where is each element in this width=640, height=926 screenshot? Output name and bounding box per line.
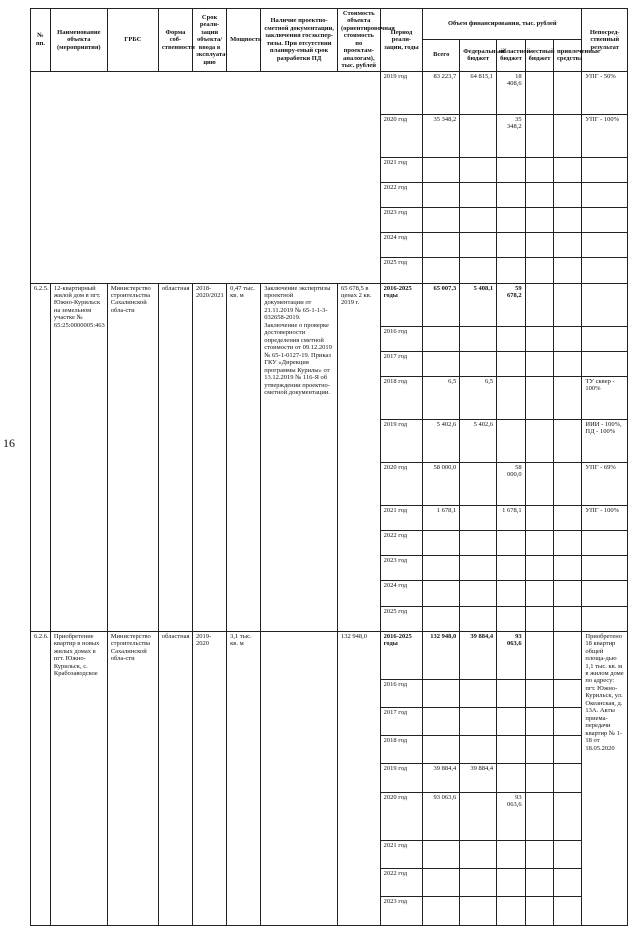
- header-term: Срок реали-зации объекта/ввода в эксплуата-цию: [193, 9, 227, 72]
- other-cell: [554, 283, 582, 326]
- total-cell: 1 678,1: [423, 506, 460, 531]
- item-ownership: областная: [158, 283, 192, 631]
- federal-cell: [460, 326, 497, 351]
- regional-cell: [497, 233, 525, 258]
- item-docs: Заключение экспертизы проектной документации от 21.11.2019 № 65-1-1-3-032658-2019. Заключение о проверке достоверности определения сметной стоимости от 09.12.2019 № 65-1-0127-19. Приказ ГКУ «Дирекция программы Курилы» от 13.12.2019 № 116-Я об утверждении проектно-сметной документации.: [261, 283, 338, 631]
- other-cell: [554, 556, 582, 581]
- federal-cell: 5 408,1: [460, 283, 497, 326]
- item-name: Приобретение квартир в новых жилых домах в пгт. Южно-Курильск, с. Крабозаводское: [50, 631, 107, 925]
- local-cell: [525, 283, 553, 326]
- regional-cell: [497, 708, 525, 736]
- result-cell: [582, 208, 628, 233]
- total-cell: 132 948,0: [423, 631, 460, 679]
- local-cell: [525, 506, 553, 531]
- item-grbs: Министерство строительства Сахалинской обла-сти: [107, 631, 158, 925]
- local-cell: [525, 351, 553, 376]
- total-cell: 83 223,7: [423, 71, 460, 114]
- period-cell: 2023 год: [380, 208, 423, 233]
- period-cell: 2024 год: [380, 233, 423, 258]
- other-cell: [554, 233, 582, 258]
- total-cell: [423, 708, 460, 736]
- header-total: Всего: [423, 39, 460, 71]
- local-cell: [525, 736, 553, 764]
- header-period: Период реали-зации, годы: [380, 9, 423, 72]
- local-cell: [525, 258, 553, 283]
- period-cell: 2016 год: [380, 326, 423, 351]
- header-grbs: ГРБС: [107, 9, 158, 72]
- table-body: [31, 71, 628, 925]
- period-cell: 2017 год: [380, 351, 423, 376]
- period-cell: 2020 год: [380, 462, 423, 505]
- regional-cell: [497, 258, 525, 283]
- program-table: [30, 8, 628, 926]
- regional-cell: [497, 897, 525, 926]
- result-cell: [582, 606, 628, 631]
- item-cost: 132 948,0: [337, 631, 380, 925]
- other-cell: [554, 114, 582, 157]
- total-cell: 5 402,6: [423, 419, 460, 462]
- period-cell: 2018 год: [380, 736, 423, 764]
- result-cell: УПГ - 100%: [582, 114, 628, 157]
- result-cell: [582, 283, 628, 326]
- period-cell: 2021 год: [380, 840, 423, 868]
- federal-cell: 39 884,4: [460, 764, 497, 792]
- table-row: [31, 631, 628, 679]
- federal-cell: [460, 531, 497, 556]
- regional-cell: [497, 679, 525, 707]
- header-local: местный бюджет: [525, 39, 553, 71]
- period-cell: 2017 год: [380, 708, 423, 736]
- regional-cell: 1 678,1: [497, 506, 525, 531]
- federal-cell: [460, 114, 497, 157]
- total-cell: 35 348,2: [423, 114, 460, 157]
- total-cell: [423, 897, 460, 926]
- header-federal: Федеральный бюджет: [460, 39, 497, 71]
- total-cell: [423, 258, 460, 283]
- other-cell: [554, 581, 582, 606]
- total-cell: [423, 326, 460, 351]
- item-cost: 65 678,5 в ценах 2 кв. 2019 г.: [337, 283, 380, 631]
- total-cell: [423, 679, 460, 707]
- local-cell: [525, 897, 553, 926]
- regional-cell: [497, 376, 525, 419]
- header-regional: областной бюджет: [497, 39, 525, 71]
- result-cell: ТУ сквер - 100%: [582, 376, 628, 419]
- result-cell: [582, 183, 628, 208]
- item-term: 2019-2020: [193, 631, 227, 925]
- regional-cell: [497, 764, 525, 792]
- result-cell: [582, 157, 628, 182]
- federal-cell: [460, 606, 497, 631]
- local-cell: [525, 114, 553, 157]
- period-cell: 2025 год: [380, 606, 423, 631]
- table-row: [31, 283, 628, 326]
- result-cell: [582, 581, 628, 606]
- total-cell: 65 007,3: [423, 283, 460, 326]
- other-cell: [554, 531, 582, 556]
- local-cell: [525, 326, 553, 351]
- total-cell: [423, 531, 460, 556]
- period-cell: 2016-2025 годы: [380, 283, 423, 326]
- federal-cell: [460, 708, 497, 736]
- total-cell: [423, 869, 460, 897]
- other-cell: [554, 419, 582, 462]
- period-cell: 2019 год: [380, 419, 423, 462]
- result-cell: ИИИ - 100%, ПД - 100%: [582, 419, 628, 462]
- result-cell: УПГ - 69%: [582, 462, 628, 505]
- total-cell: [423, 208, 460, 233]
- item-ownership: областная: [158, 631, 192, 925]
- total-cell: 93 063,6: [423, 792, 460, 840]
- total-cell: [423, 840, 460, 868]
- period-cell: 2016-2025 годы: [380, 631, 423, 679]
- federal-cell: [460, 157, 497, 182]
- page-number: 16: [3, 436, 15, 450]
- federal-cell: 6,5: [460, 376, 497, 419]
- period-cell: 2025 год: [380, 258, 423, 283]
- regional-cell: [497, 556, 525, 581]
- header-no: № пп.: [31, 9, 51, 72]
- local-cell: [525, 556, 553, 581]
- federal-cell: [460, 351, 497, 376]
- local-cell: [525, 157, 553, 182]
- other-cell: [554, 157, 582, 182]
- regional-cell: [497, 157, 525, 182]
- local-cell: [525, 531, 553, 556]
- other-cell: [554, 326, 582, 351]
- header-result: Непосред-ственный результат: [582, 9, 628, 72]
- other-cell: [554, 631, 582, 679]
- local-cell: [525, 840, 553, 868]
- header-funding-group: Объем финансирования, тыс. рублей: [423, 9, 582, 40]
- federal-cell: [460, 506, 497, 531]
- federal-cell: [460, 183, 497, 208]
- other-cell: [554, 869, 582, 897]
- other-cell: [554, 606, 582, 631]
- result-cell: УПГ - 50%: [582, 71, 628, 114]
- federal-cell: [460, 792, 497, 840]
- regional-cell: [497, 581, 525, 606]
- regional-cell: [497, 736, 525, 764]
- result-cell: [582, 258, 628, 283]
- period-cell: 2021 год: [380, 157, 423, 182]
- federal-cell: [460, 736, 497, 764]
- header-name: Наименование объекта (мероприятия): [50, 9, 107, 72]
- other-cell: [554, 897, 582, 926]
- federal-cell: 39 884,4: [460, 631, 497, 679]
- period-cell: 2016 год: [380, 679, 423, 707]
- table-header: [31, 9, 628, 72]
- period-cell: 2020 год: [380, 114, 423, 157]
- result-cell: Приобретено 18 квартир общей площа-дью 1,1 тыс. кв. м в жилом доме по адресу: пгт. Южно-Курильск, ул. Океанская, д. 13А. Акты приема-передачи квартир № 1-18 от 18.05.2020: [582, 631, 628, 925]
- other-cell: [554, 351, 582, 376]
- local-cell: [525, 208, 553, 233]
- result-cell: УПГ - 100%: [582, 506, 628, 531]
- header-ownership: Форма соб-ственности: [158, 9, 192, 72]
- local-cell: [525, 581, 553, 606]
- period-cell: 2023 год: [380, 556, 423, 581]
- item-number: 6.2.6.: [31, 631, 51, 925]
- federal-cell: [460, 897, 497, 926]
- header-capacity: Мощность: [227, 9, 261, 72]
- item-number: 6.2.5.: [31, 283, 51, 631]
- total-cell: [423, 581, 460, 606]
- result-cell: [582, 351, 628, 376]
- regional-cell: [497, 419, 525, 462]
- federal-cell: 64 815,1: [460, 71, 497, 114]
- regional-cell: [497, 840, 525, 868]
- period-cell: 2024 год: [380, 581, 423, 606]
- item-capacity: 0,47 тыс. кв. м: [227, 283, 261, 631]
- other-cell: [554, 71, 582, 114]
- item-term: 2018-2020/2021: [193, 283, 227, 631]
- local-cell: [525, 764, 553, 792]
- local-cell: [525, 708, 553, 736]
- federal-cell: [460, 869, 497, 897]
- other-cell: [554, 506, 582, 531]
- federal-cell: [460, 581, 497, 606]
- period-cell: 2020 год: [380, 792, 423, 840]
- item-name: 12-квартирный жилой дом в пгт. Южно-Курильск на земельном участке № 65:25:0000005:463: [50, 283, 107, 631]
- other-cell: [554, 183, 582, 208]
- other-cell: [554, 679, 582, 707]
- federal-cell: [460, 462, 497, 505]
- local-cell: [525, 71, 553, 114]
- total-cell: [423, 157, 460, 182]
- result-cell: [582, 326, 628, 351]
- continuation-cell: [31, 71, 381, 283]
- local-cell: [525, 792, 553, 840]
- total-cell: [423, 351, 460, 376]
- total-cell: 39 884,4: [423, 764, 460, 792]
- local-cell: [525, 631, 553, 679]
- local-cell: [525, 679, 553, 707]
- other-cell: [554, 462, 582, 505]
- other-cell: [554, 792, 582, 840]
- period-cell: 2022 год: [380, 183, 423, 208]
- total-cell: 58 000,0: [423, 462, 460, 505]
- table-row: [31, 71, 628, 114]
- regional-cell: 93 063,6: [497, 792, 525, 840]
- local-cell: [525, 376, 553, 419]
- local-cell: [525, 183, 553, 208]
- federal-cell: [460, 208, 497, 233]
- regional-cell: 58 000,0: [497, 462, 525, 505]
- federal-cell: [460, 679, 497, 707]
- result-cell: [582, 531, 628, 556]
- regional-cell: [497, 208, 525, 233]
- header-cost: Стоимость объекта (ориентировочная стоимость по проектам-аналогам), тыс. рублей: [337, 9, 380, 72]
- result-cell: [582, 233, 628, 258]
- total-cell: 6,5: [423, 376, 460, 419]
- period-cell: 2021 год: [380, 506, 423, 531]
- header-docs: Наличие проектно-сметной документации, заключения госэкспер-тизы. При отсутствии планиру-емый срок разработки ПД: [261, 9, 338, 72]
- other-cell: [554, 708, 582, 736]
- other-cell: [554, 736, 582, 764]
- header-other: привлеченные средства: [554, 39, 582, 71]
- period-cell: 2018 год: [380, 376, 423, 419]
- federal-cell: [460, 258, 497, 283]
- total-cell: [423, 736, 460, 764]
- federal-cell: 5 402,6: [460, 419, 497, 462]
- item-grbs: Министерство строительства Сахалинской обла-сти: [107, 283, 158, 631]
- federal-cell: [460, 556, 497, 581]
- local-cell: [525, 419, 553, 462]
- period-cell: 2019 год: [380, 764, 423, 792]
- regional-cell: 18 408,6: [497, 71, 525, 114]
- period-cell: 2022 год: [380, 869, 423, 897]
- item-docs: [261, 631, 338, 925]
- program-table-container: [30, 8, 628, 906]
- regional-cell: [497, 326, 525, 351]
- other-cell: [554, 208, 582, 233]
- regional-cell: 35 348,2: [497, 114, 525, 157]
- local-cell: [525, 462, 553, 505]
- total-cell: [423, 183, 460, 208]
- item-capacity: 3,1 тыс. кв. м: [227, 631, 261, 925]
- regional-cell: [497, 606, 525, 631]
- period-cell: 2022 год: [380, 531, 423, 556]
- regional-cell: [497, 531, 525, 556]
- local-cell: [525, 233, 553, 258]
- total-cell: [423, 606, 460, 631]
- federal-cell: [460, 233, 497, 258]
- regional-cell: 59 678,2: [497, 283, 525, 326]
- federal-cell: [460, 840, 497, 868]
- period-cell: 2023 год: [380, 897, 423, 926]
- regional-cell: [497, 351, 525, 376]
- period-cell: 2019 год: [380, 71, 423, 114]
- regional-cell: [497, 183, 525, 208]
- local-cell: [525, 869, 553, 897]
- other-cell: [554, 840, 582, 868]
- result-cell: [582, 556, 628, 581]
- other-cell: [554, 258, 582, 283]
- total-cell: [423, 233, 460, 258]
- regional-cell: [497, 869, 525, 897]
- total-cell: [423, 556, 460, 581]
- other-cell: [554, 764, 582, 792]
- local-cell: [525, 606, 553, 631]
- regional-cell: 93 063,6: [497, 631, 525, 679]
- other-cell: [554, 376, 582, 419]
